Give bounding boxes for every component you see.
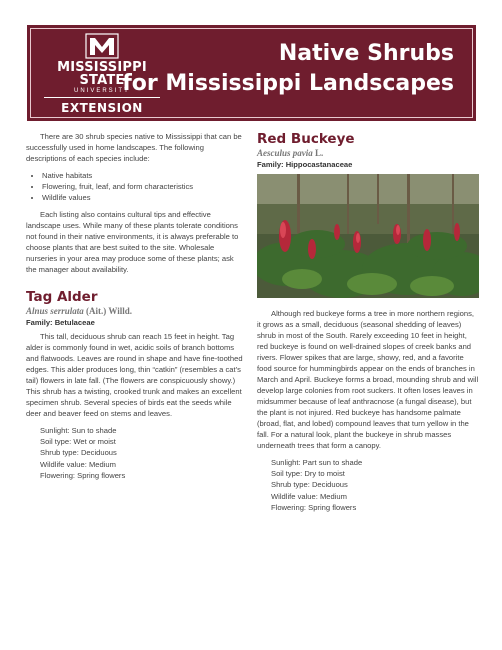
sci-name: Alnus serrulata [26,306,84,316]
attribute-line: Soil type: Dry to moist [271,469,345,479]
tag-alder-heading: Tag Alder [26,289,98,305]
red-buckeye-scientific-name [257,148,479,159]
attribute-line: Shrub type: Deciduous [271,480,348,490]
intro-paragraph: There are 30 shrub species native to Mississippi that can be successfully used in home landscapes. The following descriptions of each species include: [26,132,242,163]
red-buckeye-heading: Red Buckeye [257,131,355,147]
attribute-line: Sunlight: Sun to shade [40,426,117,435]
intro-paragraph-2: Each listing also contains cultural tips and effective landscape uses. While many of these plants tolerate conditions not found in their native environments, it is always preferable to choose plants that are best suited to the site. Wholesale nurseries in your area may produce some of these plants; ask the manager about availability. [26,210,239,274]
tag-alder-attributes [26,425,244,481]
logo-extension-text: EXTENSION [61,101,143,115]
red-buckeye-family: Family: Hippocastanaceae [257,160,353,169]
msu-m-logo-icon [85,33,119,59]
list-item: • Native habitats [42,170,244,181]
attribute-line: Soil type: Wet or moist [40,437,116,447]
right-column [257,131,479,513]
page-title [122,39,454,99]
left-column [26,131,244,481]
attribute-line: Sunlight: Part sun to shade [271,458,363,467]
title-line-2: for Mississippi Landscapes [122,71,454,96]
tag-alder-description: This tall, deciduous shrub can reach 15 feet in height. Tag alder is commonly found in wet, acidic soils of branch bottoms and flatwoods. Leaves are round in shape and have fine-toothed edges. This alder produces long, thin “catkin” (resembles a cat’s tail) flowers in late fall. (The flowers are conspicuously showy.) This shrub has a twisting, crooked trunk and makes an excellent specimen shrub. Several species of birds eat the seeds while deer and beaver feed on stems and leaves. [26,332,243,418]
attribute-line: Flowering: Spring flowers [271,502,357,512]
list-item: • Flowering, fruit, leaf, and form characteristics [42,181,244,192]
red-buckeye-attributes [257,457,479,513]
header-banner [27,25,476,121]
tag-alder-scientific-name [26,306,244,317]
sci-author: L. [315,148,324,158]
spacer [26,281,244,289]
sci-author: (Ait.) Willd. [86,306,132,316]
logo-state-text: MISSISSIPPI STATE [57,60,147,88]
list-item: • Wildlife values [42,192,244,203]
red-buckeye-description: Although red buckeye forms a tree in more northern regions, it grows as a small, deciduous (seasonal shedding of leaves) shrub in most of the South. Rarely exceeding 10 feet in height, red buckeye is found on well-drained slopes of creek banks and rivers. Flower spikes that are large, showy, red, and a favorite food source for hummingbirds appear on the ends of branches in March and April. Buckeye forms a broad, mounding shrub and will develop large colonies from root suckers. It often loses leaves in midsummer because of leaf anthracnose (a fungal disease), but the plant is not injured. Red buckeye has handsome palmate (broad, flat, and lobed) compound leaves that turn yellow in the fall. For a natural look, plant the buckeye in shrub masses underneath trees that form a canopy. [257,309,479,450]
attribute-line: Shrub type: Deciduous [40,448,117,458]
attribute-line: Wildlife value: Medium [271,491,347,501]
red-buckeye-photo [257,174,479,298]
tag-alder-family: Family: Betulaceae [26,318,95,327]
sci-name: Aesculus pavia [257,148,313,158]
title-line-1: Native Shrubs [278,41,454,66]
logo-university-text: UNIVERSITY [73,88,130,94]
attribute-line: Flowering: Spring flowers [40,470,126,480]
intro-bullet-list [26,170,244,203]
attribute-line: Wildlife value: Medium [40,459,116,469]
